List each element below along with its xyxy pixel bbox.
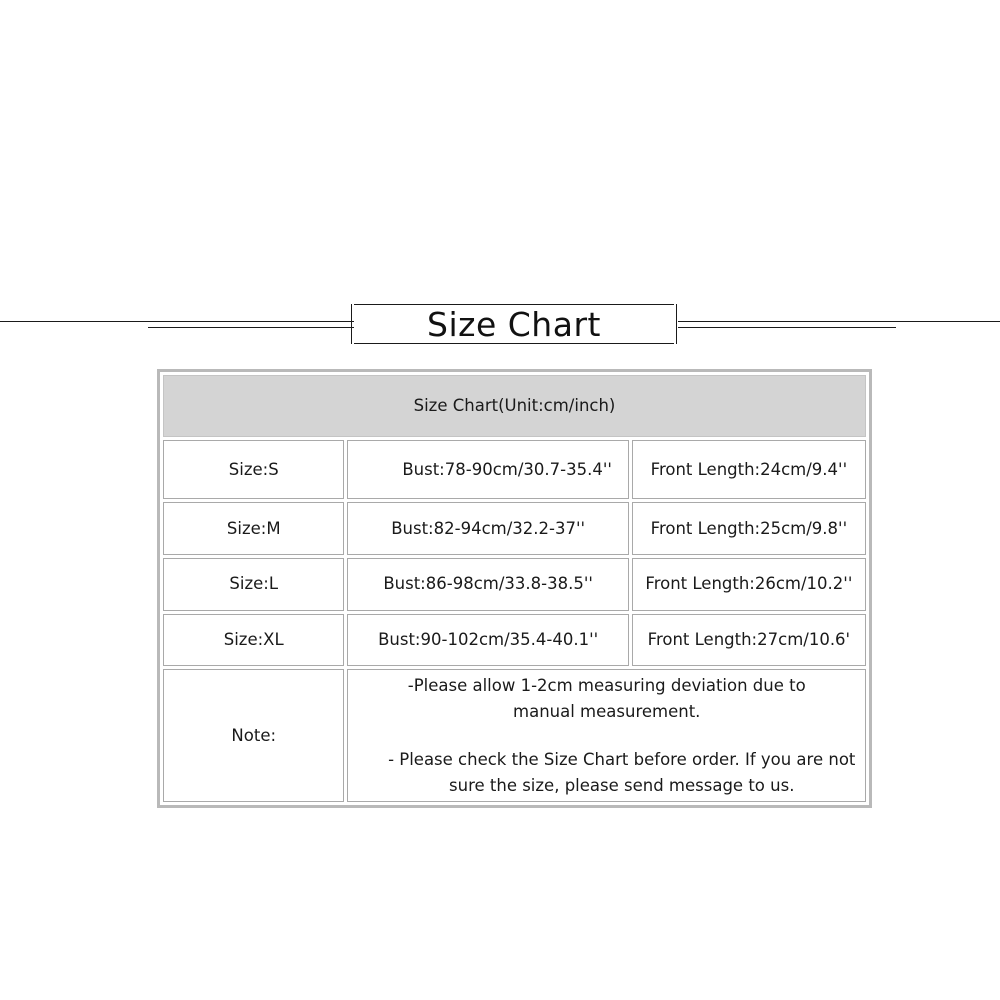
bust-cell: Bust:90-102cm/35.4-40.1''	[347, 614, 628, 667]
bust-cell: Bust:82-94cm/32.2-37''	[347, 502, 628, 555]
size-cell: Size:XL	[163, 614, 344, 667]
size-cell: Size:L	[163, 558, 344, 611]
size-cell: Size:M	[163, 502, 344, 555]
note-spacer	[356, 725, 857, 747]
note-line: - Please check the Size Chart before order. If you are not sure the size, please send message to us.	[388, 749, 856, 795]
title-divider-left-inner	[148, 327, 354, 328]
size-table	[160, 372, 869, 805]
note-line: -Please allow 1-2cm measuring deviation due to manual measurement.	[407, 675, 806, 721]
note-content	[347, 669, 866, 802]
table-row	[163, 502, 866, 555]
title-box	[351, 304, 677, 344]
front-length-cell: Front Length:25cm/9.8''	[632, 502, 866, 555]
note-label: Note:	[163, 669, 344, 802]
front-length-cell: Front Length:24cm/9.4''	[632, 440, 866, 499]
table-header: Size Chart(Unit:cm/inch)	[163, 375, 866, 437]
bust-cell: Bust:86-98cm/33.8-38.5''	[347, 558, 628, 611]
page-title: Size Chart	[427, 304, 601, 344]
note-row	[163, 669, 866, 802]
title-divider-right-inner	[678, 327, 896, 328]
title-divider-right-outer	[678, 321, 1000, 322]
title-divider-left-outer	[0, 321, 354, 322]
size-table-frame	[157, 369, 872, 808]
bust-value: Bust:78-90cm/30.7-35.4''	[402, 459, 612, 479]
table-row	[163, 558, 866, 611]
table-row	[163, 614, 866, 667]
front-length-cell: Front Length:26cm/10.2''	[632, 558, 866, 611]
table-row	[163, 440, 866, 499]
size-cell: Size:S	[163, 440, 344, 499]
bust-cell	[347, 440, 628, 499]
front-length-cell: Front Length:27cm/10.6'	[632, 614, 866, 667]
